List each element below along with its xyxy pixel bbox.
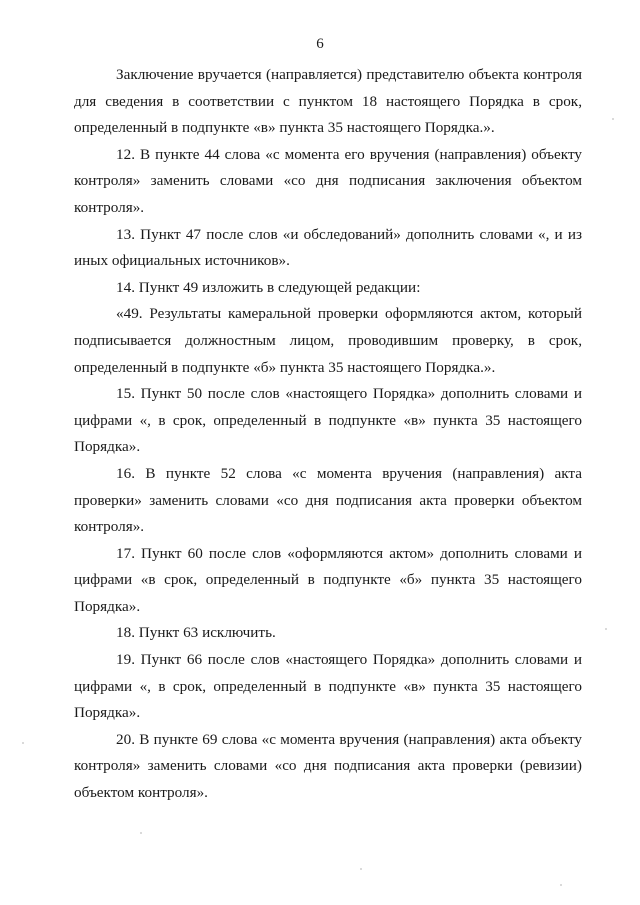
scan-speck [605, 628, 607, 630]
scan-speck [360, 868, 362, 870]
paragraph-item-16: 16. В пункте 52 слова «с момента вручения (направления) акта проверки» заменить словами «со дня подписания акта проверки объектом контроля». [74, 464, 582, 536]
scan-speck [612, 118, 614, 120]
paragraph-item-12: 12. В пункте 44 слова «с момента его вручения (направления) объекту контроля» заменить словами «со дня подписания заключения объектом контроля». [74, 145, 582, 216]
paragraph-item-14-quote: «49. Результаты камеральной проверки оформляются актом, который подписывается должностным лицом, проводившим проверку, в срок, определенный в подпункте «б» пункта 35 настоящего Порядка.». [74, 305, 582, 376]
paragraph-item-19: 19. Пункт 66 после слов «настоящего Порядка» дополнить словами и цифрами «, в срок, определенный в подпункте «в» пункта 35 настоящего Порядка». [74, 651, 582, 722]
paragraph-continuation: Заключение вручается (направляется) представителю объекта контроля для сведения в соответствии с пунктом 18 настоящего Порядка в срок, определенный в подпункте «в» пункта 35 настоящего Порядка.». [74, 66, 582, 137]
document-body [74, 62, 582, 807]
paragraph-item-18: 18. Пункт 63 исключить. [116, 624, 276, 642]
paragraph-item-17: 17. Пункт 60 после слов «оформляются актом» дополнить словами и цифрами «в срок, определенный в подпункте «б» пункта 35 настоящего Порядка». [74, 544, 582, 615]
paragraph-item-13: 13. Пункт 47 после слов «и обследований» дополнить словами «, и из иных официальных источников». [74, 225, 582, 270]
scan-speck [140, 832, 142, 834]
page-number: 6 [316, 36, 324, 52]
paragraph-item-14: 14. Пункт 49 изложить в следующей редакции: [116, 278, 421, 296]
scan-speck [560, 884, 562, 886]
paragraph-item-15: 15. Пункт 50 после слов «настоящего Порядка» дополнить словами и цифрами «, в срок, определенный в подпункте «в» пункта 35 настоящего Порядка». [74, 385, 582, 456]
paragraph-item-20: 20. В пункте 69 слова «с момента вручения (направления) акта объекту контроля» заменить словами «со дня подписания акта проверки (ревизии) объектом контроля». [74, 730, 582, 802]
scan-speck [22, 742, 24, 744]
